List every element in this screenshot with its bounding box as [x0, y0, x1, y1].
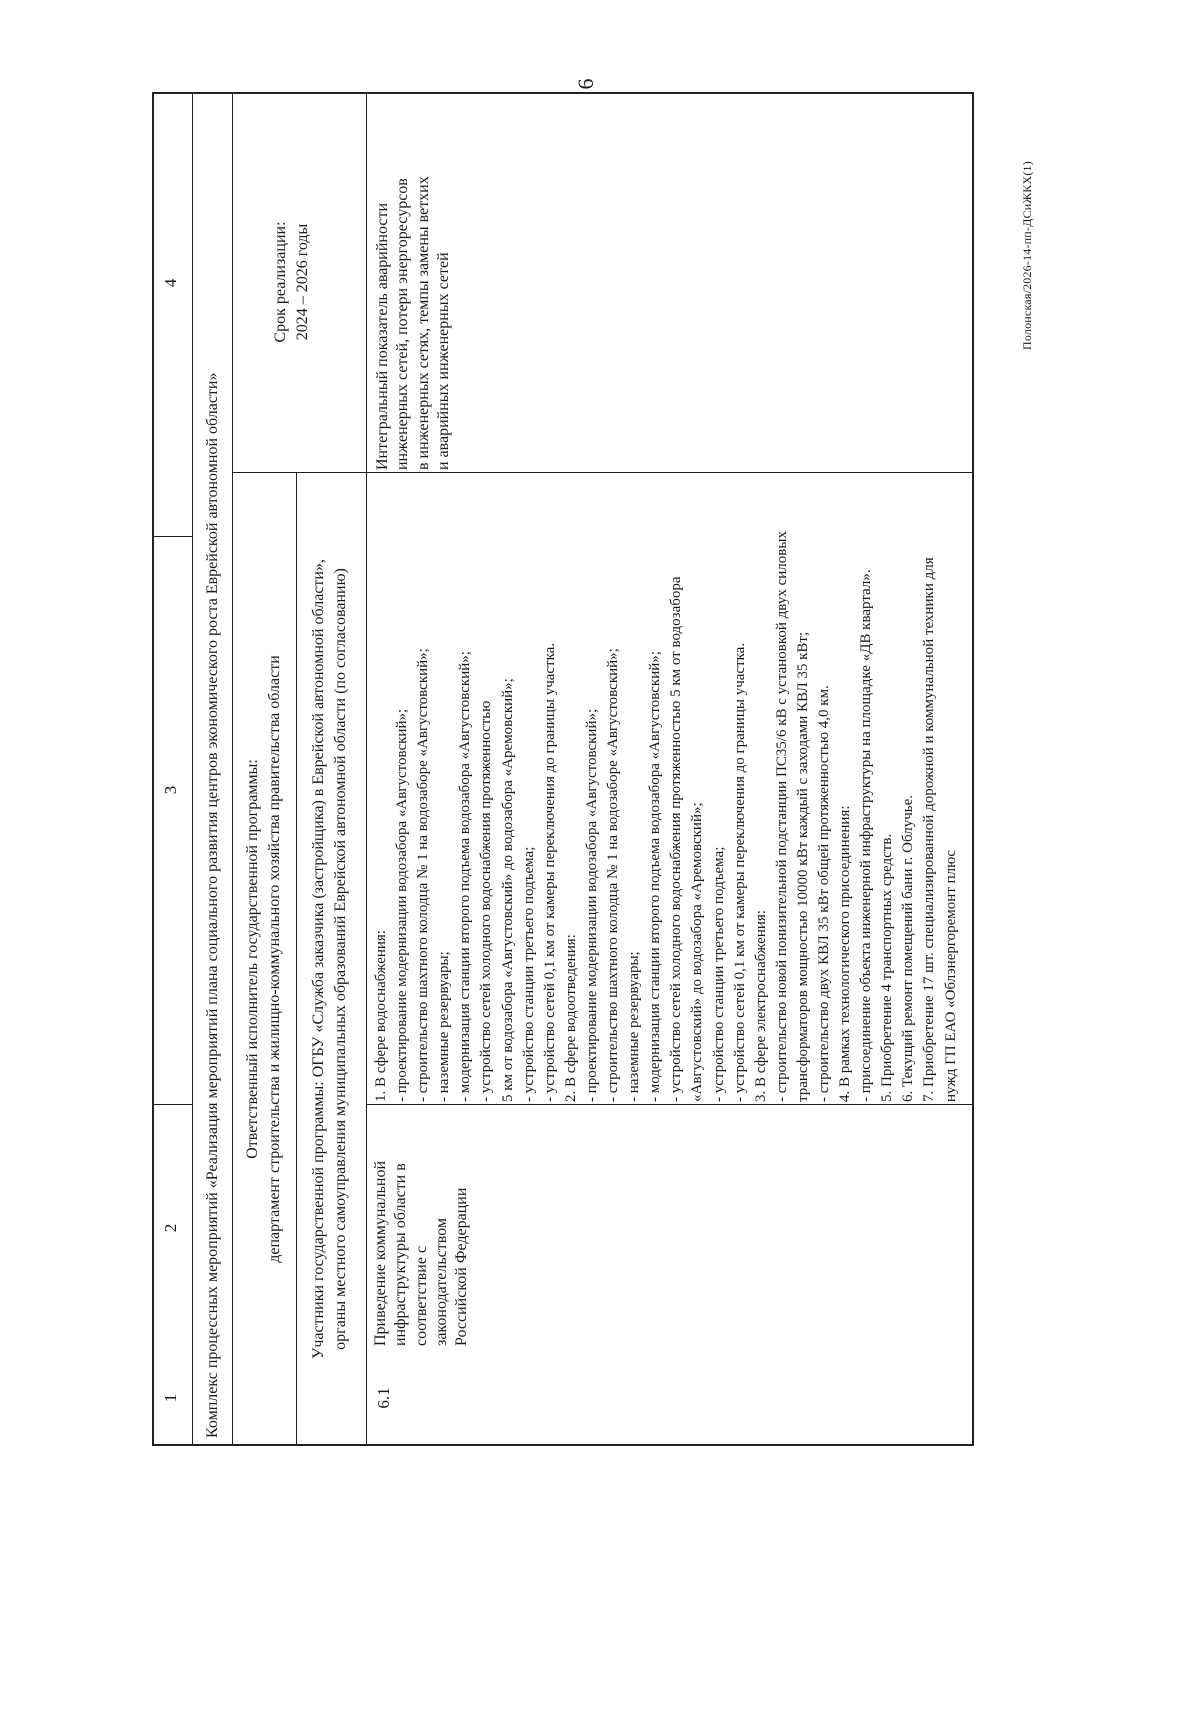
table-row: [367, 92, 973, 1446]
row-number: 6.1: [374, 1387, 393, 1409]
action-line: - наземные резервуары;: [436, 951, 453, 1102]
action-line: 1. В сфере водоснабжения:: [373, 930, 389, 1102]
column-number-2: 2: [161, 1223, 180, 1233]
column-number-1: 1: [161, 1393, 180, 1403]
participants-line-2: органы местного самоуправления муниципальных образований Еврейской автономной области (по согласованию): [332, 568, 349, 1350]
task-line: Российской Федерации: [453, 1187, 471, 1346]
action-line: - устройство сетей холодного водоснабжения протяженностью 5 км от водозабора: [668, 576, 685, 1102]
task-line: Приведение коммунальной: [372, 1160, 389, 1346]
action-line: 3. В сфере электроснабжения:: [752, 910, 769, 1102]
action-line: 5. Приобретение 4 транспортных средств.: [879, 833, 896, 1102]
responsible-line-2: департамент строительства и жилищно-коммунального хозяйства правительства области: [266, 655, 283, 1263]
action-line: - устройство сетей холодного водоснабжения протяженностью: [478, 700, 495, 1102]
responsible-line-1: Ответственный исполнитель государственной программы:: [244, 759, 261, 1159]
action-line: - модернизация станции второго подъема водозабора «Августовский»;: [647, 651, 664, 1102]
action-line: трансформаторов мощностью 10000 кВт каждый с заходами КВЛ 35 кВт;: [794, 631, 811, 1102]
action-line: - устройство станции третьего подъема;: [710, 846, 727, 1102]
row-indicator: [373, 94, 454, 470]
action-line: - строительство двух КВЛ 35 кВт общей протяженностью 4,0 км.: [815, 685, 832, 1102]
action-line: «Августовский» до водозабора «Аремовский»;: [689, 802, 706, 1102]
row-actions: [371, 474, 962, 1102]
participants-line-1: Участники государственной программы: ОГБУ «Служба заказчика (застройщика) в Еврейской автономной области»,: [310, 559, 327, 1359]
column-number-row: [152, 92, 192, 1446]
indicator-line: инженерных сетей, потери энергоресурсов: [394, 178, 412, 470]
term-cell: [233, 92, 366, 472]
action-line: 5 км от водозабора «Августовский» до водозабора «Аремовский»;: [499, 678, 516, 1102]
indicator-line: в инженерных сетях, темпы замены ветхих: [414, 176, 432, 470]
task-line: инфраструктуры области в: [392, 1163, 410, 1346]
term-line-2: 2024 – 2026 годы: [294, 223, 311, 341]
term-line-1: Срок реализации:: [272, 221, 289, 343]
column-number-4: 4: [161, 278, 180, 288]
action-line: - присоединение объекта инженерной инфраструктуры на площадке «ДВ квартал».: [858, 569, 875, 1102]
indicator-line: и аварийных инженерных сетей: [434, 252, 452, 470]
indicator-line: Интегральный показатель аварийности: [374, 202, 391, 470]
action-line: - строительство шахтного колодца № 1 на водозаборе «Августовский»;: [605, 648, 622, 1102]
task-line: законодательством: [432, 1217, 450, 1346]
action-line: - устройство сетей 0,1 км от камеры переключения до границы участка.: [731, 642, 748, 1102]
section-title: Комплекс процессных мероприятий «Реализация мероприятий плана социального развития центров экономического роста Еврейской автономной области»: [204, 372, 221, 1438]
action-line: - проектирование модернизации водозабора «Августовский»;: [583, 708, 600, 1102]
action-line: - проектирование модернизации водозабора «Августовский»;: [394, 708, 411, 1102]
action-line: - устройство сетей 0,1 км от камеры переключения до границы участка.: [541, 642, 558, 1102]
action-line: 6. Текущий ремонт помещений бани г. Облучье.: [900, 794, 917, 1102]
action-line: 7. Приобретение 17 шт. специализированной дорожной и коммунальной техники для: [921, 557, 938, 1102]
action-line: 2. В сфере водоотведения:: [562, 934, 579, 1102]
row-task: [371, 1106, 473, 1346]
action-line: - строительство новой понизительной подстанции ПС35/6 кВ с установкой двух силовых: [773, 531, 790, 1102]
section-title-row: [193, 92, 233, 1446]
action-line: - модернизация станции второго подъема водозабора «Августовский»;: [457, 651, 474, 1102]
responsible-row: [233, 472, 297, 1446]
page-number: 6: [573, 78, 598, 90]
participants-row: [297, 472, 366, 1446]
column-number-3: 3: [161, 785, 180, 795]
action-line: нужд ГП ЕАО «Облэнергоремонт плюс: [942, 850, 959, 1102]
action-line: - строительство шахтного колодца № 1 на водозаборе «Августовский»;: [415, 648, 432, 1102]
footer-code: Полонская/2026-14-пп-ДСиЖКХ(1): [1020, 161, 1034, 350]
action-line: - устройство станции третьего подъема;: [520, 846, 537, 1102]
task-line: соответствие с: [412, 1245, 430, 1346]
action-line: - наземные резервуары;: [626, 951, 643, 1102]
action-line: 4. В рамках технологического присоединения:: [837, 805, 854, 1102]
